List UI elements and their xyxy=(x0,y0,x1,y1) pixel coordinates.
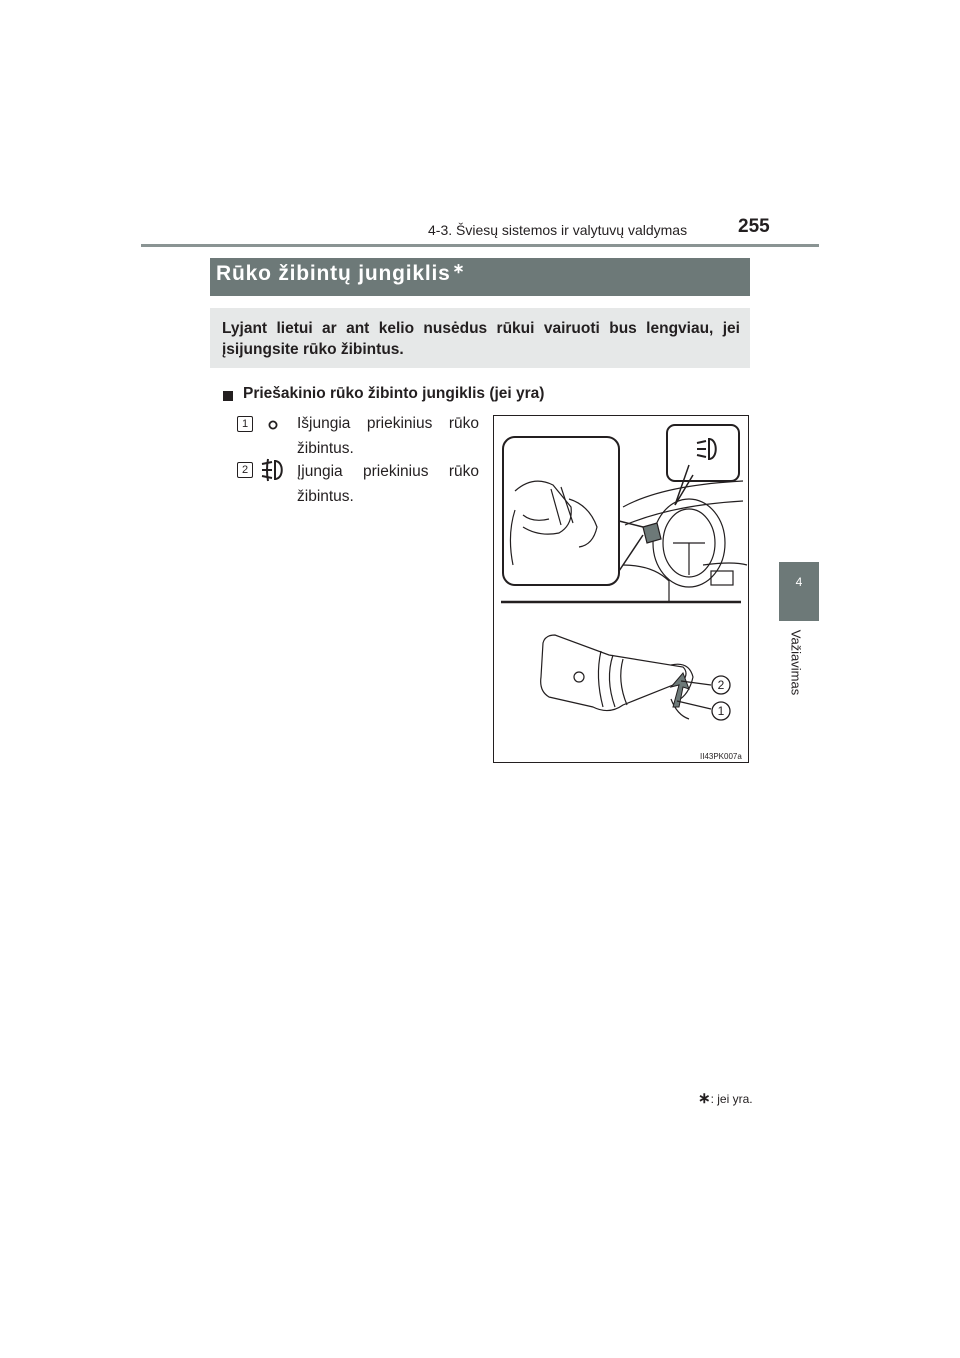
fog-switch-illustration xyxy=(493,415,749,763)
square-bullet-icon xyxy=(223,391,233,401)
footnote-text: : jei yra. xyxy=(710,1092,753,1106)
section-title-text: Rūko žibintų jungiklis xyxy=(216,262,451,285)
front-fog-light-icon xyxy=(258,456,288,489)
footnote-star-icon: ∗ xyxy=(698,1090,711,1107)
callout-2: 2 xyxy=(717,678,725,692)
step-2-line-1: Įjungia priekinius rūko xyxy=(297,463,479,480)
step-2-text xyxy=(297,459,479,509)
page-number: 255 xyxy=(738,216,770,237)
chapter-label: Važiavimas xyxy=(788,629,804,696)
header-divider xyxy=(141,244,819,247)
callout-1: 1 xyxy=(717,704,725,718)
header-section-title: 4-3. Šviesų sistemos ir valytuvų valdymas xyxy=(428,222,688,238)
step-1-number: 1 xyxy=(237,416,253,432)
step-2-line-2: žibintus. xyxy=(297,488,354,505)
step-1-line-1: Išjungia priekinius rūko xyxy=(297,415,479,432)
footnote xyxy=(698,1089,753,1107)
chapter-number: 4 xyxy=(795,575,803,589)
intro-line-1: Lyjant lietui ar ant kelio nusėdus rūkui vairuoti bus lengviau, jei xyxy=(222,320,740,337)
off-circle-icon xyxy=(266,418,280,437)
subsection-heading: Priešakinio rūko žibinto jungiklis (jei yra) xyxy=(243,385,545,402)
section-title xyxy=(216,262,465,286)
optional-star-icon: ∗ xyxy=(452,260,466,276)
step-1-text xyxy=(297,411,479,461)
figure-code: II43PK007a xyxy=(700,752,742,761)
intro-line-2: įsijungsite rūko žibintus. xyxy=(222,341,404,358)
step-1-line-2: žibintus. xyxy=(297,440,354,457)
step-2-number: 2 xyxy=(237,462,253,478)
